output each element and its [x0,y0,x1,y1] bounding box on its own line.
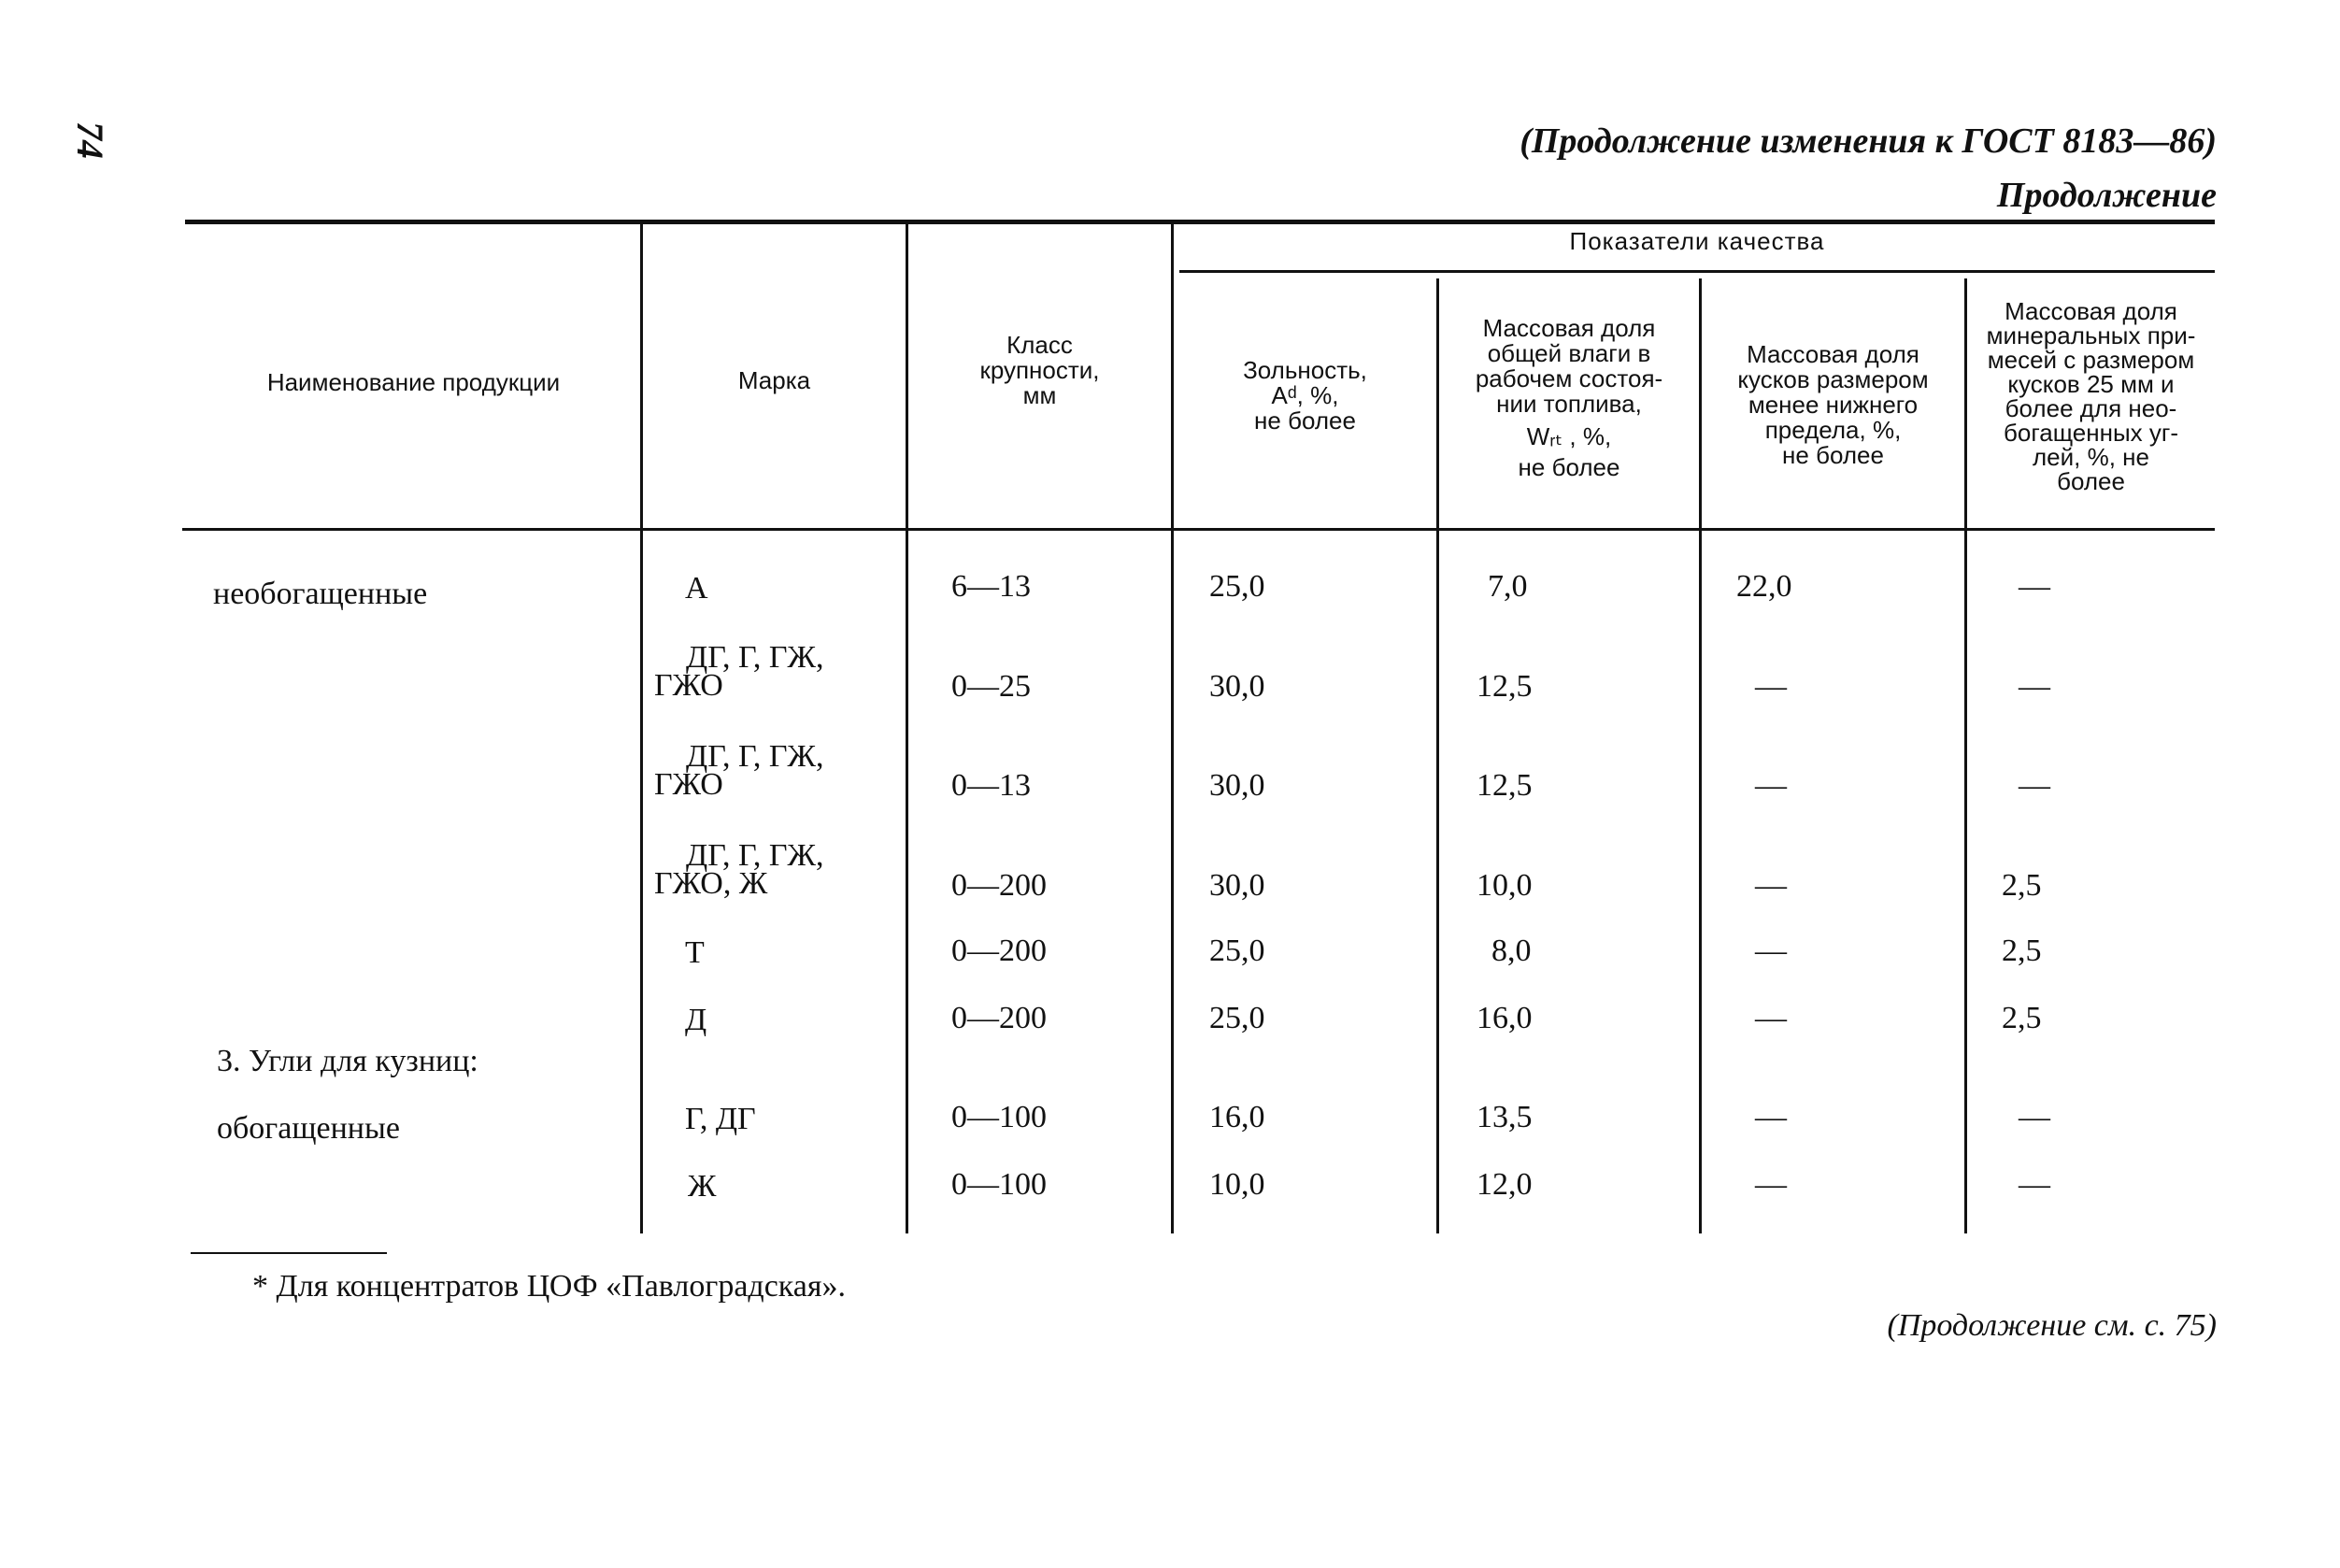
running-head-title: (Продолжение изменения к ГОСТ 8183—86) [1520,121,2217,161]
header-mineral-line-7: лей, %, не [2033,443,2149,471]
header-ash-line-2: Aᵈ, %, [1271,381,1339,409]
row-4-grade-line-1: ДГ, Г, ГЖ, [686,838,824,873]
row-8-ash: 10,0 [1209,1167,1265,1202]
row-3-ash: 30,0 [1209,768,1265,803]
row-6-undersize: — [1755,1001,1787,1035]
row-2-undersize: — [1755,669,1787,704]
row-7-ash: 16,0 [1209,1100,1265,1134]
continuation-label: Продолжение [1996,176,2217,215]
group-header: Показатели качества [1569,227,1825,255]
header-mineral-line-3: месей с размером [1987,346,2195,374]
header-mineral-line-8: более [2057,467,2125,495]
row-4-moisture: 10,0 [1477,868,1533,903]
header-undersize-line-1: Массовая доля [1747,340,1919,368]
header-ash-line-3: не более [1254,406,1356,435]
row-6-moisture: 16,0 [1477,1001,1533,1035]
header-size-line-1: Класс [1006,331,1073,359]
header-product: Наименование продукции [266,368,561,396]
header-size-class [908,333,1171,408]
header-mineral [1967,299,2215,493]
header-moisture-line-2: общей влаги в [1487,339,1651,367]
row-7-grade: Г, ДГ [685,1102,756,1136]
row-3-grade-line-2: ГЖО [654,767,723,802]
header-moisture-line-3: рабочем состоя- [1475,364,1663,392]
group-header-rule [1179,270,2215,273]
row-5-undersize: — [1755,934,1787,968]
row-5-ash: 25,0 [1209,934,1265,968]
header-moisture [1439,316,1699,480]
header-moisture-line-1: Массовая доля [1482,314,1656,342]
row-6-size: 0—200 [951,1001,1047,1035]
row-5-moisture: 8,0 [1491,934,1532,968]
header-undersize-line-3: менее нижнего [1748,391,1919,419]
header-grade: Марка [737,366,811,394]
continued-note: (Продолжение см. с. 75) [1887,1308,2217,1343]
footnote-rule [191,1252,387,1254]
row-8-undersize: — [1755,1167,1787,1202]
header-undersize [1702,342,1964,468]
row-8-grade: Ж [688,1169,717,1204]
row-4-grade-line-2: ГЖО, Ж [654,866,768,901]
row-7-moisture: 13,5 [1477,1100,1533,1134]
row-6-ash: 25,0 [1209,1001,1265,1035]
header-undersize-line-4: предела, %, [1764,416,1902,444]
header-moisture-line-4: нии топлива, [1496,390,1642,418]
row-2-grade [654,641,823,703]
footnote: * Для концентратов ЦОФ «Павлоградская». [252,1269,847,1304]
row-5-mineral: 2,5 [2002,934,2042,968]
row-1-moisture: 7,0 [1488,569,1528,604]
row-1-mineral: — [2019,569,2050,604]
row-8-moisture: 12,0 [1477,1167,1533,1202]
row-4-undersize: — [1755,868,1787,903]
header-undersize-line-2: кусков размером [1737,365,1929,393]
row-7-size: 0—100 [951,1100,1047,1134]
page-number: 74 [69,121,111,159]
row-3-moisture: 12,5 [1477,768,1533,803]
header-moisture-line-6: не более [1518,453,1620,481]
header-ash-line-1: Зольность, [1243,356,1367,384]
row-6-mineral: 2,5 [2002,1001,2042,1035]
row-2-ash: 30,0 [1209,669,1265,704]
row-4-mineral: 2,5 [2002,868,2042,903]
row-2-size: 0—25 [951,669,1031,704]
row-5-grade: Т [685,935,705,970]
row-3-mineral: — [2019,768,2050,803]
header-mineral-line-6: богащенных уг- [2003,419,2179,447]
row-8-mineral: — [2019,1167,2050,1202]
header-size-line-3: мм [1022,381,1057,409]
row-4-grade [654,839,823,901]
header-size-line-2: крупности, [979,356,1100,384]
row-1-size: 6—13 [951,569,1031,604]
row-2-grade-line-1: ДГ, Г, ГЖ, [686,640,824,675]
header-mineral-line-4: кусков 25 мм и [2007,370,2175,398]
row-2-grade-line-2: ГЖО [654,668,723,703]
row-4-ash: 30,0 [1209,868,1265,903]
row-7-mineral: — [2019,1100,2050,1134]
row-3-grade-line-1: ДГ, Г, ГЖ, [686,739,824,774]
header-mineral-line-1: Массовая доля [2005,297,2177,325]
row-8-size: 0—100 [951,1167,1047,1202]
row-2-moisture: 12,5 [1477,669,1533,704]
row-3-size: 0—13 [951,768,1031,803]
row-3-grade [654,740,823,802]
header-bottom-rule [182,528,2215,531]
row-1-undersize: 22,0 [1736,569,1792,604]
header-mineral-line-5: более для нео- [2005,394,2177,422]
product-label-section-3: 3. Угли для кузниц: [217,1044,478,1078]
header-moisture-line-5: Wᵣₜ , %, [1526,422,1612,450]
row-6-grade: Д [685,1003,707,1037]
header-mineral-line-2: минеральных при- [1986,321,2196,349]
row-1-ash: 25,0 [1209,569,1265,604]
row-5-size: 0—200 [951,934,1047,968]
header-ash [1174,358,1436,434]
product-label-unenriched: необогащенные [213,577,428,611]
row-7-undersize: — [1755,1100,1787,1134]
row-2-mineral: — [2019,669,2050,704]
row-4-size: 0—200 [951,868,1047,903]
table-top-rule [185,220,2215,224]
row-3-undersize: — [1755,768,1787,803]
product-label-enriched: обогащенные [217,1111,400,1146]
row-1-grade: А [685,571,708,606]
running-head [1520,114,2217,222]
header-undersize-line-5: не более [1782,441,1884,469]
